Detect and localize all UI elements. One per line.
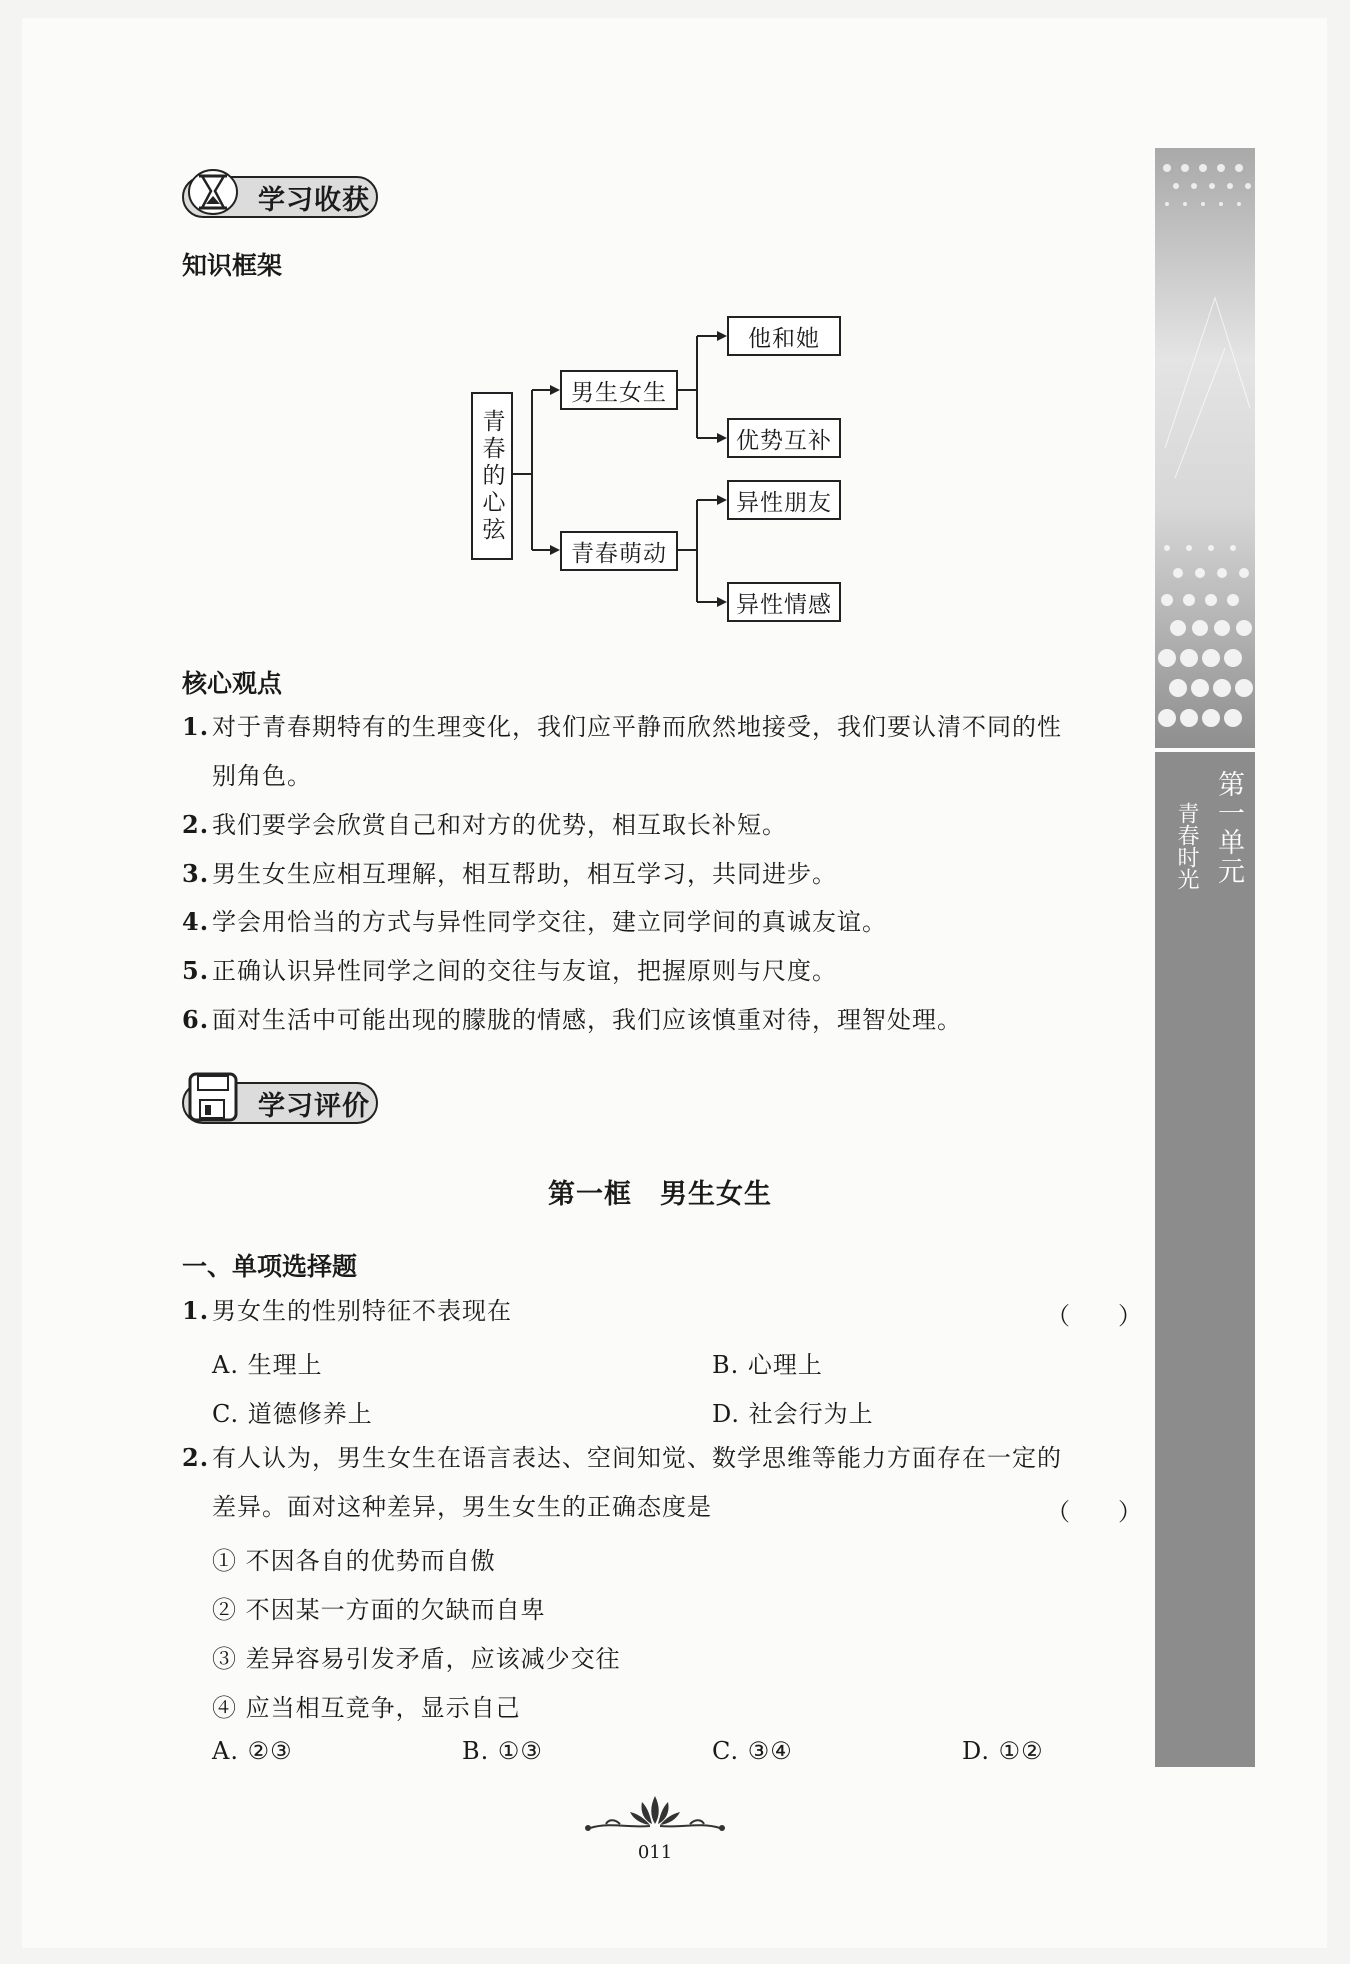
sidebar-unit-tab [1155,752,1255,1767]
footer-ornament [580,1790,730,1840]
framework-branch-1: 男生女生 [560,370,678,410]
question-2-statement-2: ② 不因某一方面的欠缺而自卑 [212,1596,546,1624]
core-points-heading: 核心观点 [182,669,283,698]
core-point-5: 5. 正确认识异性同学之间的交往与友谊，把握原则与尺度。 [182,956,837,985]
sidebar-unit-title: 青春时光 [1174,802,1199,890]
question-2-statement-3: ③ 差异容易引发矛盾，应该减少交往 [212,1645,621,1673]
question-2-option-c[interactable]: C. ③④ [712,1737,793,1765]
question-2-stem: 2. 有人认为，男生女生在语言表达、空间知觉、数学思维等能力方面存在一定的 [182,1443,1062,1472]
question-2-stem-cont: 差异。面对这种差异，男生女生的正确态度是 [212,1493,712,1521]
question-2-answer-blank[interactable]: （ ） [1046,1498,1142,1526]
question-2-option-a[interactable]: A. ②③ [212,1737,293,1765]
core-point-4: 4. 学会用恰当的方式与异性同学交往，建立同学间的真诚友谊。 [182,907,887,936]
framework-leaf-4: 异性情感 [727,582,841,622]
sidebar-decoration [1155,148,1255,748]
lesson-title: 第一框 男生女生 [548,1179,772,1210]
framework-root: 青春的心弦 [471,392,513,560]
question-type-heading: 一、单项选择题 [182,1252,358,1281]
framework-leaf-3: 异性朋友 [727,480,841,520]
question-1-option-c[interactable]: C. 道德修养上 [212,1400,373,1428]
question-2-option-d[interactable]: D. ①② [962,1737,1044,1765]
question-1-stem: 1. 男女生的性别特征不表现在 [182,1296,512,1325]
dot-pattern-decoration [1155,148,1255,748]
question-1-option-a[interactable]: A. 生理上 [212,1351,323,1379]
question-2-option-b[interactable]: B. ①③ [462,1737,543,1765]
framework-branch-2: 青春萌动 [560,531,678,571]
core-point-1: 1. 对于青春期特有的生理变化，我们应平静而欣然地接受，我们要认清不同的性 [182,712,1062,741]
core-point-6: 6. 面对生活中可能出现的朦胧的情感，我们应该慎重对待，理智处理。 [182,1005,962,1034]
framework-leaf-1: 他和她 [727,316,841,356]
section-badge-evaluation [182,1082,378,1124]
question-2-statement-1: ① 不因各自的优势而自傲 [212,1547,496,1575]
framework-connectors [0,0,1350,700]
section-harvest-title: 学习收获 [258,184,370,216]
sidebar-unit-label: 第一单元 [1213,770,1244,886]
question-1-option-b[interactable]: B. 心理上 [712,1351,823,1379]
knowledge-framework-heading: 知识框架 [182,251,283,280]
question-2-statement-4: ④ 应当相互竞争，显示自己 [212,1694,521,1722]
question-1-option-d[interactable]: D. 社会行为上 [712,1400,874,1428]
framework-leaf-2: 优势互补 [727,418,841,458]
core-point-1-cont: 别角色。 [212,762,312,790]
floppy-disk-icon [182,1068,244,1130]
core-point-2: 2. 我们要学会欣赏自己和对方的优势，相互取长补短。 [182,810,787,839]
page-number: 011 [637,1842,673,1863]
question-1-answer-blank[interactable]: （ ） [1046,1302,1142,1330]
section-evaluation-title: 学习评价 [258,1090,370,1122]
core-point-3: 3. 男生女生应相互理解，相互帮助，相互学习，共同进步。 [182,859,837,888]
